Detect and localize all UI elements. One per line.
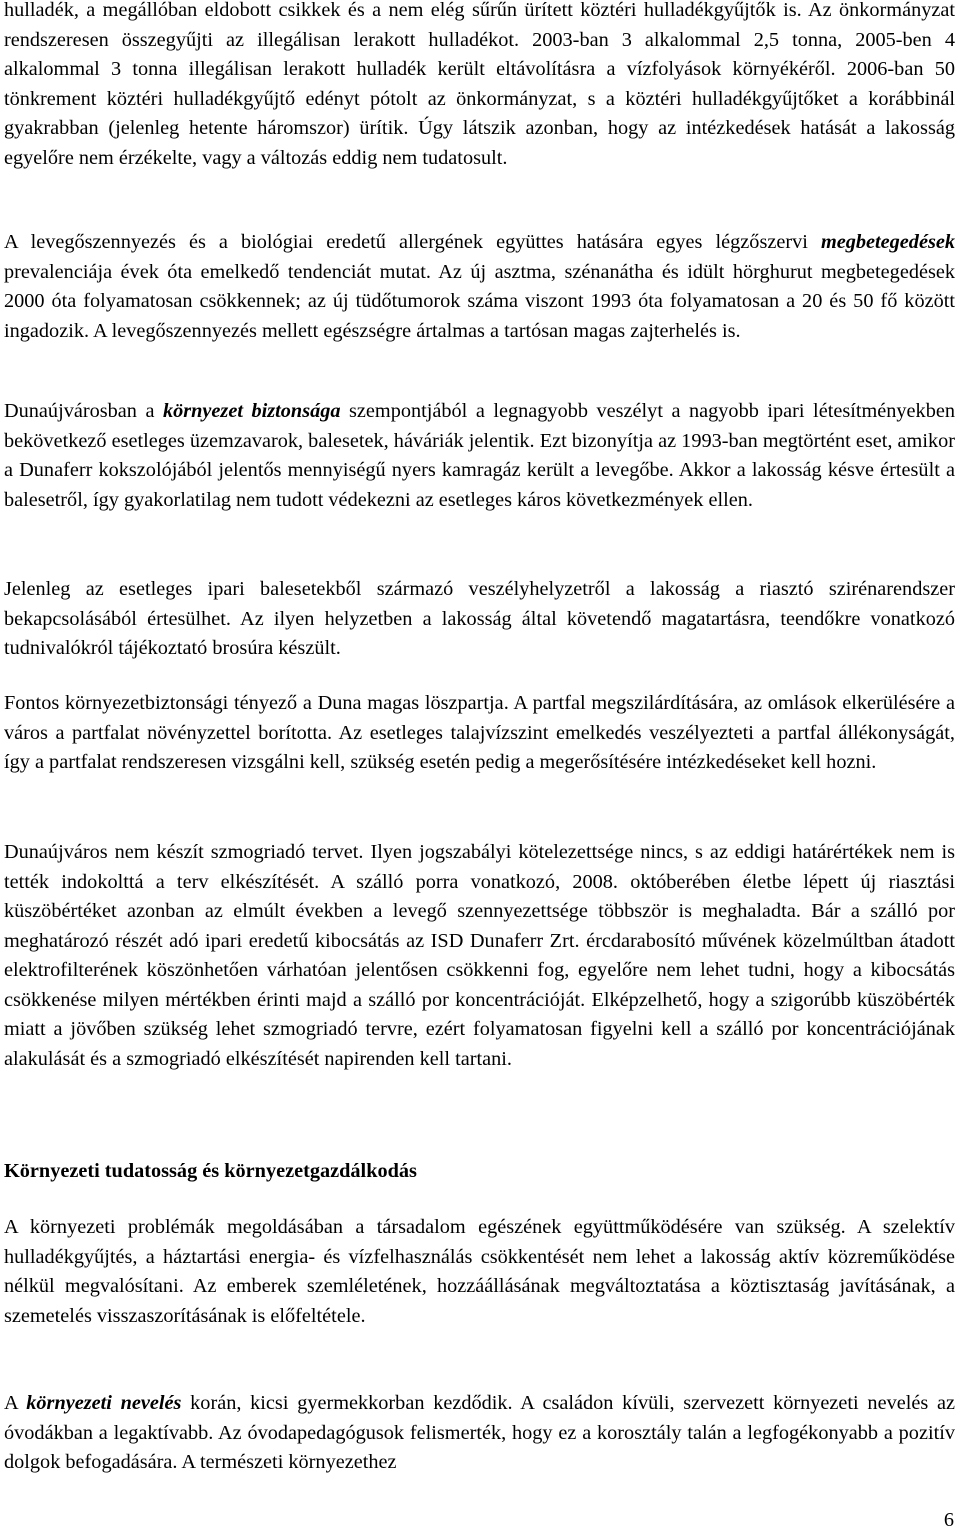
emphasis-term: környezet biztonsága [162, 400, 341, 422]
paragraph-smog-plan: Dunaújváros nem készít szmogriadó tervet. Ilyen jogszabályi kötelezettsége nincs, s az eddigi határértékek nem is tették indokolttá a terv elkészítését. A szálló porra vonatkozó, 2008. októberében életbe lépett új riasztási küszöbértéket azonban az elmúlt években a levegő szennyezettsége többször is meghaladta. Bár a szálló por meghatározó részét adó ipari eredetű kibocsátás az ISD Dunaferr Zrt. ércdarabosító művének közelmúltban átadott elektrofilterének köszönhetően várhatóan jelentősen csökkenni fog, egyelőre nem lehet tudni, hogy a kibocsátás csökkenése milyen mértékben érinti majd a szálló por koncentrációját. Elképzelhető, hogy a szigorúbb küszöbérték miatt a jövőben szükség lehet szmogriadó tervre, ezért folyamatosan figyelni kell a szálló por koncentrációjának alakulását és a szmogriadó elkészítését napirenden kell tartani. [4, 841, 955, 1070]
emphasis-term: megbetegedések [820, 231, 955, 253]
paragraph-siren-system: Jelenleg az esetleges ipari balesetekből származó veszélyhelyzetről a lakosság a riasztó szirénarendszer bekapcsolásából értesülhet. Az ilyen helyzetben a lakosság által követendő magatartásra, teendőkre vonatkozó tudnivalókról tájékoztató brosúra készült. [4, 578, 955, 659]
paragraph-text: A levegőszennyezés és a biológiai eredetű allergének együttes hatására egyes légzőszervi [4, 231, 821, 253]
paragraph-text: Dunaújvárosban a [4, 400, 163, 422]
paragraph-environmental-education [4, 1389, 955, 1478]
paragraph-waste-cleanup: hulladék, a megállóban eldobott csikkek és a nem elég sűrűn ürített köztéri hulladékgyűjtők is. Az önkormányzat rendszeresen összegyűjti az illegálisan lerakott hulladékot. 2003-ban 3 alkalommal 2,5 tonna, 2005-ben 4 alkalommal 3 tonna illegálisan lerakott hulladék került eltávolításra a vízfolyások környékéről. 2006-ban 50 tönkrement köztéri hulladékgyűjtő edényt pótolt az önkormányzat, s a köztéri hulladékgyűjtőket a korábbinál gyakrabban (jelenleg hetente háromszor) ürítik. Úgy látszik azonban, hogy az intézkedések hatását a lakosság egyelőre nem érzékelte, vagy a változás eddig nem tudatosult. [4, 0, 955, 169]
paragraph-environmental-safety [4, 397, 955, 515]
paragraph-air-pollution-health [4, 228, 955, 346]
section-heading: Környezeti tudatosság és környezetgazdálkodás [4, 1160, 417, 1182]
page-number: 6 [943, 1509, 954, 1531]
paragraph-text: A [4, 1392, 27, 1414]
paragraph-text: korán, kicsi gyermekkorban kezdődik. A családon kívüli, szervezett környezeti nevelés az óvodákban a legaktívabb. Az óvodapedagógusok felismerték, hogy ez a korosztály talán a legfogékonyabb a pozitív dolgok befogadására. A természeti környezethez [4, 1392, 955, 1473]
emphasis-term: környezeti nevelés [26, 1392, 182, 1414]
paragraph-loess-bank: Fontos környezetbiztonsági tényező a Duna magas löszpartja. A partfal megszilárdítására, az omlások elkerülésére a város a partfalat növényzettel borította. Az esetleges talajvízszint emelkedés veszélyezteti a partfal állékonyságát, így a partfalat rendszeresen vizsgálni kell, szükség esetén pedig a megerősítésére intézkedéseket kell hozni. [4, 692, 955, 773]
paragraph-environmental-awareness: A környezeti problémák megoldásában a társadalom egészének együttműködésére van szükség. A szelektív hulladékgyűjtés, a háztartási energia- és vízfelhasználás csökkentését nem lehet a lakosság aktív közreműködése nélkül megvalósítani. Az emberek szemléletének, hozzáállásának megváltoztatása a köztisztaság javításának, a szemetelés visszaszorításának is előfeltétele. [4, 1216, 955, 1327]
paragraph-text: prevalenciája évek óta emelkedő tendenciát mutat. Az új asztma, szénanátha és idült hörghurut megbetegedések 2000 óta folyamatosan csökkennek; az új tüdőtumorok száma viszont 1993 óta folyamatosan a 20 és 50 fő között ingadozik. A levegőszennyezés mellett egészségre ártalmas a tartósan magas zajterhelés is. [4, 260, 955, 342]
paragraph-text: szempontjából a legnagyobb veszélyt a nagyobb ipari létesítményekben bekövetkező esetleges üzemzavarok, balesetek, háváriák jelentik. Ezt bizonyítja az 1993-ban megtörtént eset, amikor a Dunaferr kokszolójából jelentős mennyiségű nyers kamragáz került a levegőbe. Akkor a lakosság késve értesült a balesetről, így gyakorlatilag nem tudott védekezni az esetleges káros következmények ellen. [4, 400, 955, 511]
